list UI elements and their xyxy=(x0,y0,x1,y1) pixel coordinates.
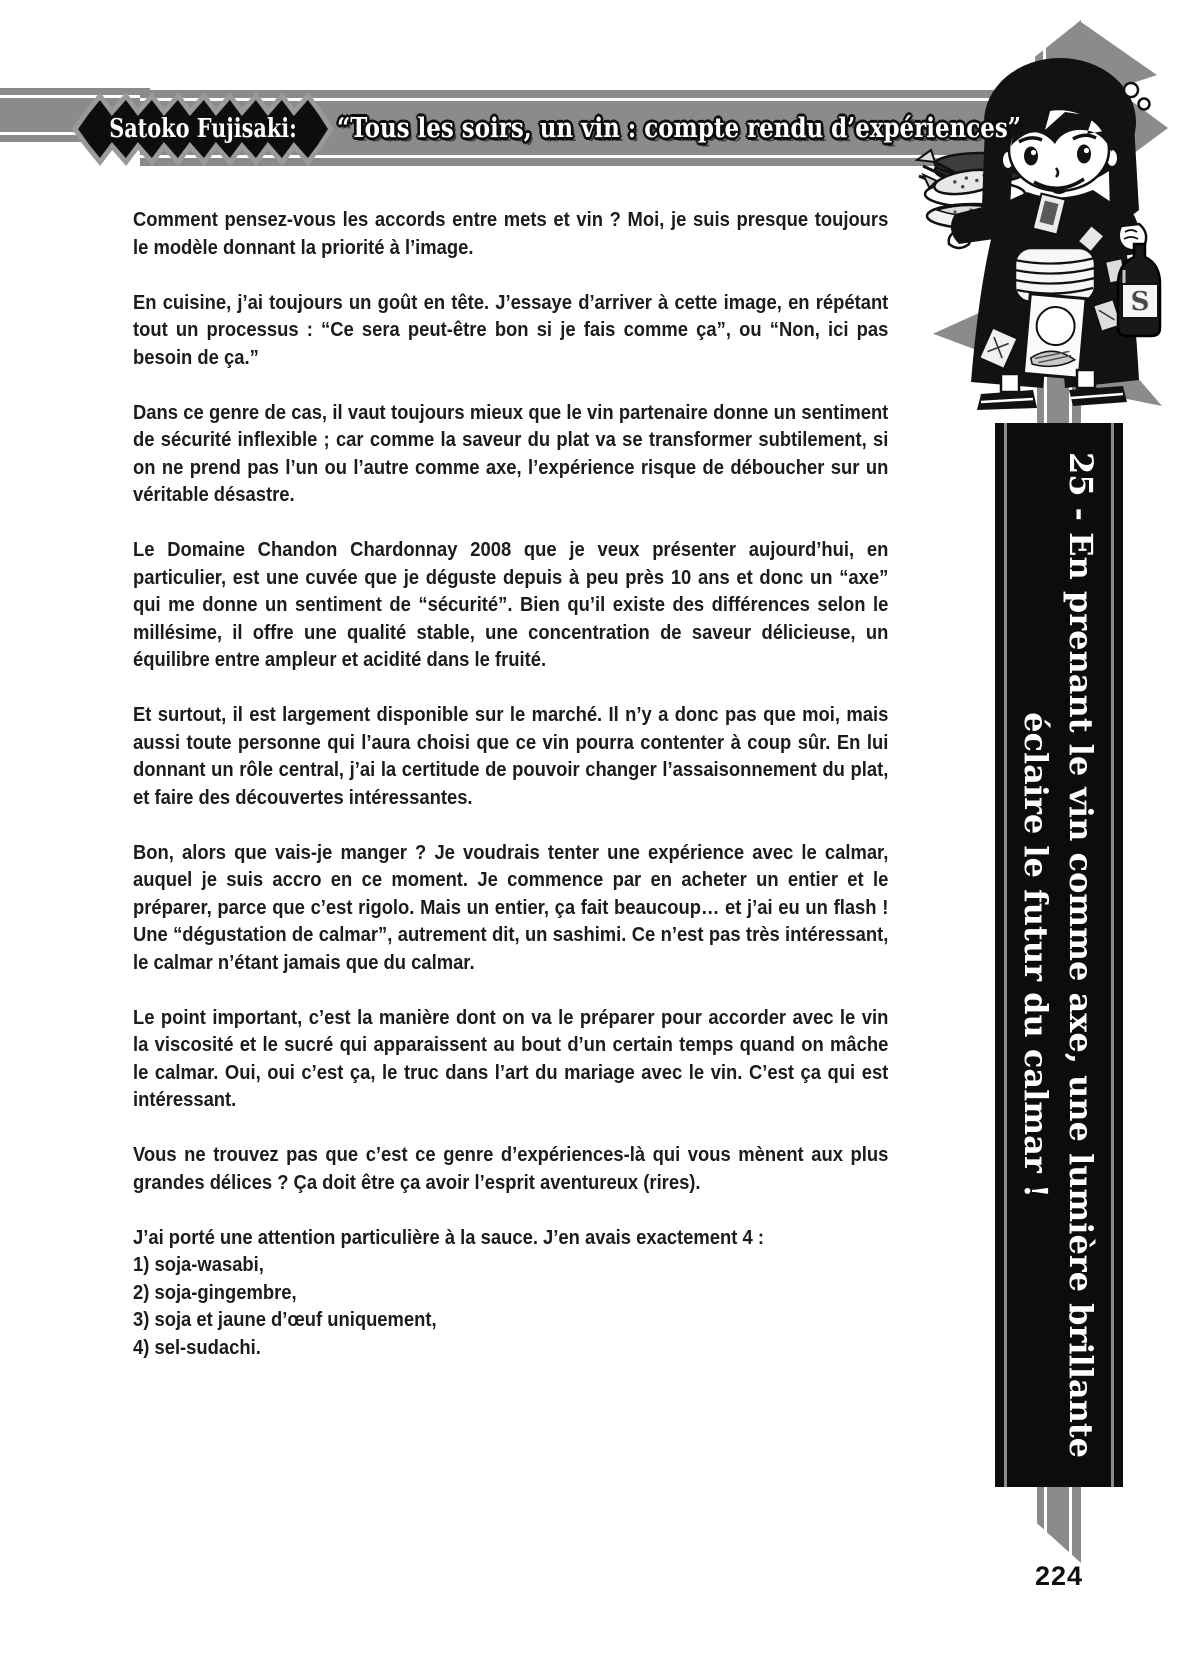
paragraph: Le Domaine Chandon Chardonnay 2008 que je veux présenter aujourd’hui, en particulier, est une cuvée que je déguste depuis à peu près 10 ans et donc un “axe” qui me donne un sentiment de “sécurité”. Bien qu’il existe des différences selon le millésime, il offre une qualité stable, une concentration de saveur délicieuse, un équilibre entre ampleur et acidité dans le fruité. xyxy=(133,539,889,671)
hair-bead xyxy=(1124,83,1138,97)
sauce-list-item: 2) soja-gingembre, xyxy=(133,1281,297,1304)
chapter-sidebar-bar xyxy=(995,423,1123,1487)
paragraph-sauce-intro: J’ai porté une attention particulière à la sauce. J’en avais exactement 4 : xyxy=(133,1226,764,1249)
chapter-title-line2: éclaire le futur du calmar ! xyxy=(1017,712,1055,1198)
author-name: Satoko Fujisaki: xyxy=(109,114,297,144)
paragraph: En cuisine, j’ai toujours un goût en tête. J’essaye d’arriver à cette image, en répétant tout un processus : “Ce sera peut-être bon si je fais comme ça”, ou “Non, ici pas besoin de ça.” xyxy=(133,291,889,369)
paragraph: Dans ce genre de cas, il vaut toujours mieux que le vin partenaire donne un sentiment de sécurité inflexible ; car comme la saveur du plat va se transformer subtilement, si on ne prend pas l’un ou l’autre comme axe, l’expérience risque de déboucher sur un véritable désastre. xyxy=(133,401,889,506)
sauce-list-item: 4) sel-sudachi. xyxy=(133,1336,261,1359)
article-body xyxy=(133,207,888,1362)
sauce-list-item: 1) soja-wasabi, xyxy=(133,1254,264,1276)
page-number: 224 xyxy=(1034,1561,1084,1591)
wine-bottle xyxy=(1118,224,1160,336)
paragraph: Comment pensez-vous les accords entre mets et vin ? Moi, je suis presque toujours le modèle donnant la priorité à l’image. xyxy=(133,209,889,259)
sauce-list-item: 3) soja et jaune d’œuf uniquement, xyxy=(133,1309,437,1331)
chapter-heading-title: “Tous les soirs, un vin : compte rendu d’expériences” xyxy=(337,112,1021,144)
bottle-label-letter: S xyxy=(1130,287,1150,317)
kimono xyxy=(951,190,1140,388)
chapter-title-line1: 25 - En prenant le vin comme axe, une lumière brillante xyxy=(1062,451,1100,1458)
paragraph: Et surtout, il est largement disponible sur le marché. Il n’y a donc pas que moi, mais aussi toute personne qui l’aura choisi que ce vin pourra contenter à coup sûr. En lui donnant un rôle central, j’ai la certitude de pouvoir changer l’assaisonnement du plat, et faire des découvertes intéressantes. xyxy=(133,704,889,809)
paragraph: Bon, alors que vais-je manger ? Je voudrais tenter une expérience avec le calmar, auquel je suis accro en ce moment. Je commence par en acheter un entier et le préparer, parce que c’est rigolo. Mais un entier, ça fait beaucoup… et j’ai eu un flash ! Une “dégustation de calmar”, autrement dit, un sashimi. Ce n’est pas très intéressant, le calmar n’étant jamais que du calmar. xyxy=(133,841,889,974)
paragraph: Vous ne trouvez pas que c’est ce genre d’expériences-là qui vous mènent aux plus grandes délices ? Ça doit être ça avoir l’esprit aventureux (rires). xyxy=(133,1144,889,1194)
hair-bead xyxy=(1139,99,1150,110)
paragraph: Le point important, c’est la manière dont on va le préparer pour accorder avec le vin la viscosité et le sucré qui apparaissent au bout d’un certain temps quand on mâche le calmar. Oui, oui c’est ça, le truc dans l’art du mariage avec le vin. C’est ça qui est intéressant. xyxy=(133,1006,889,1111)
chapter-vertical-title xyxy=(995,423,1123,1487)
